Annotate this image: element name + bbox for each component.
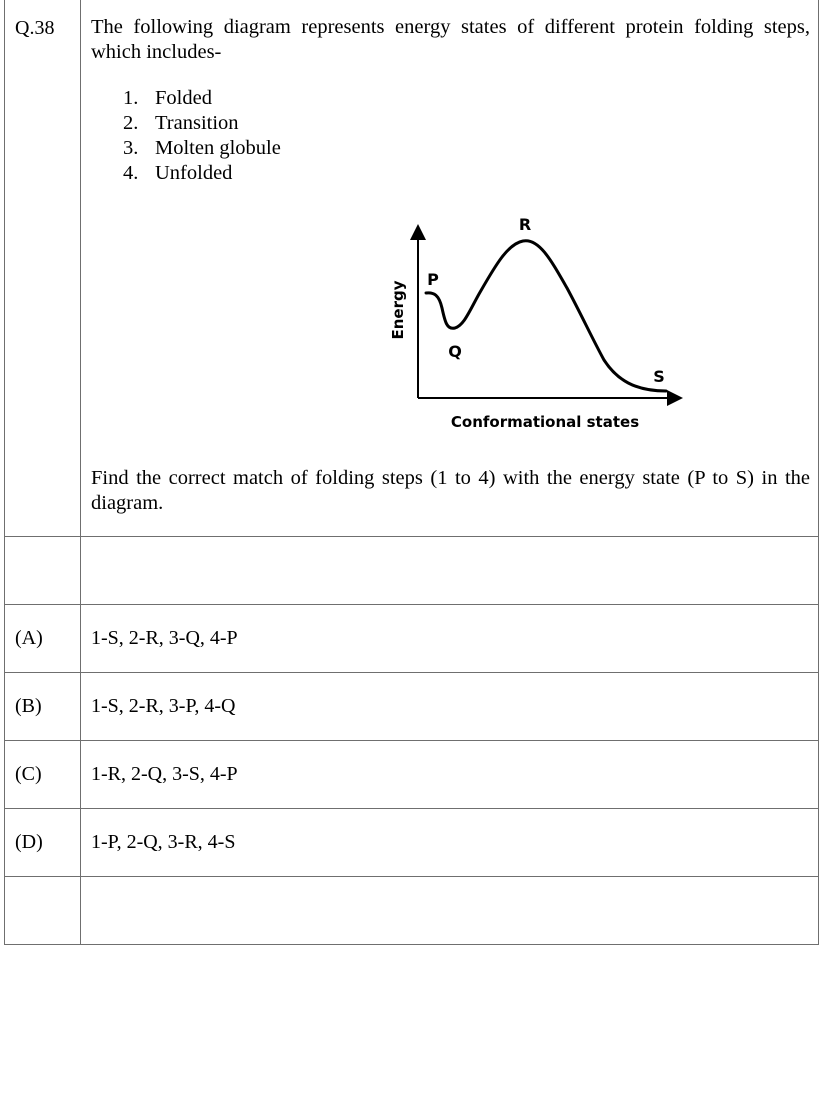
point-r-label: R — [518, 215, 532, 234]
option-row-c[interactable] — [5, 741, 819, 809]
option-label: (D) — [5, 809, 81, 877]
option-text: 1-P, 2-Q, 3-R, 4-S — [81, 809, 819, 877]
energy-curve — [426, 241, 666, 391]
step-item: 3. Molten globule — [123, 137, 281, 159]
point-p-label: P — [427, 270, 439, 289]
question-stem: The following diagram represents energy states of different protein folding steps, which includes- — [91, 16, 810, 63]
option-row-a[interactable] — [5, 605, 819, 673]
option-text: 1-R, 2-Q, 3-S, 4-P — [81, 741, 819, 809]
blank-cell — [5, 877, 81, 945]
blank-cell — [5, 537, 81, 605]
option-text: 1-S, 2-R, 3-P, 4-Q — [81, 673, 819, 741]
question-stem-cell — [81, 0, 819, 537]
point-q-label: Q — [448, 342, 462, 361]
blank-cell — [81, 537, 819, 605]
option-label: (C) — [5, 741, 81, 809]
option-row-d[interactable] — [5, 809, 819, 877]
question-prompt: Find the correct match of folding steps (1 to 4) with the energy state (P to S) in the diagram. — [91, 467, 810, 514]
step-item: 4. Unfolded — [123, 162, 233, 184]
option-row-b[interactable] — [5, 673, 819, 741]
question-table — [4, 0, 819, 945]
blank-row — [5, 537, 819, 605]
point-s-label: S — [653, 367, 665, 386]
blank-cell — [81, 877, 819, 945]
option-text: 1-S, 2-R, 3-Q, 4-P — [81, 605, 819, 673]
option-label: (A) — [5, 605, 81, 673]
step-item: 1. Folded — [123, 87, 212, 109]
y-axis-label: Energy — [389, 280, 407, 340]
energy-diagram — [299, 210, 699, 440]
step-item: 2. Transition — [123, 112, 239, 134]
x-axis-label: Conformational states — [450, 413, 640, 431]
question-number: Q.38 — [5, 0, 81, 537]
blank-row — [5, 877, 819, 945]
folding-steps-list — [123, 86, 281, 186]
option-label: (B) — [5, 673, 81, 741]
